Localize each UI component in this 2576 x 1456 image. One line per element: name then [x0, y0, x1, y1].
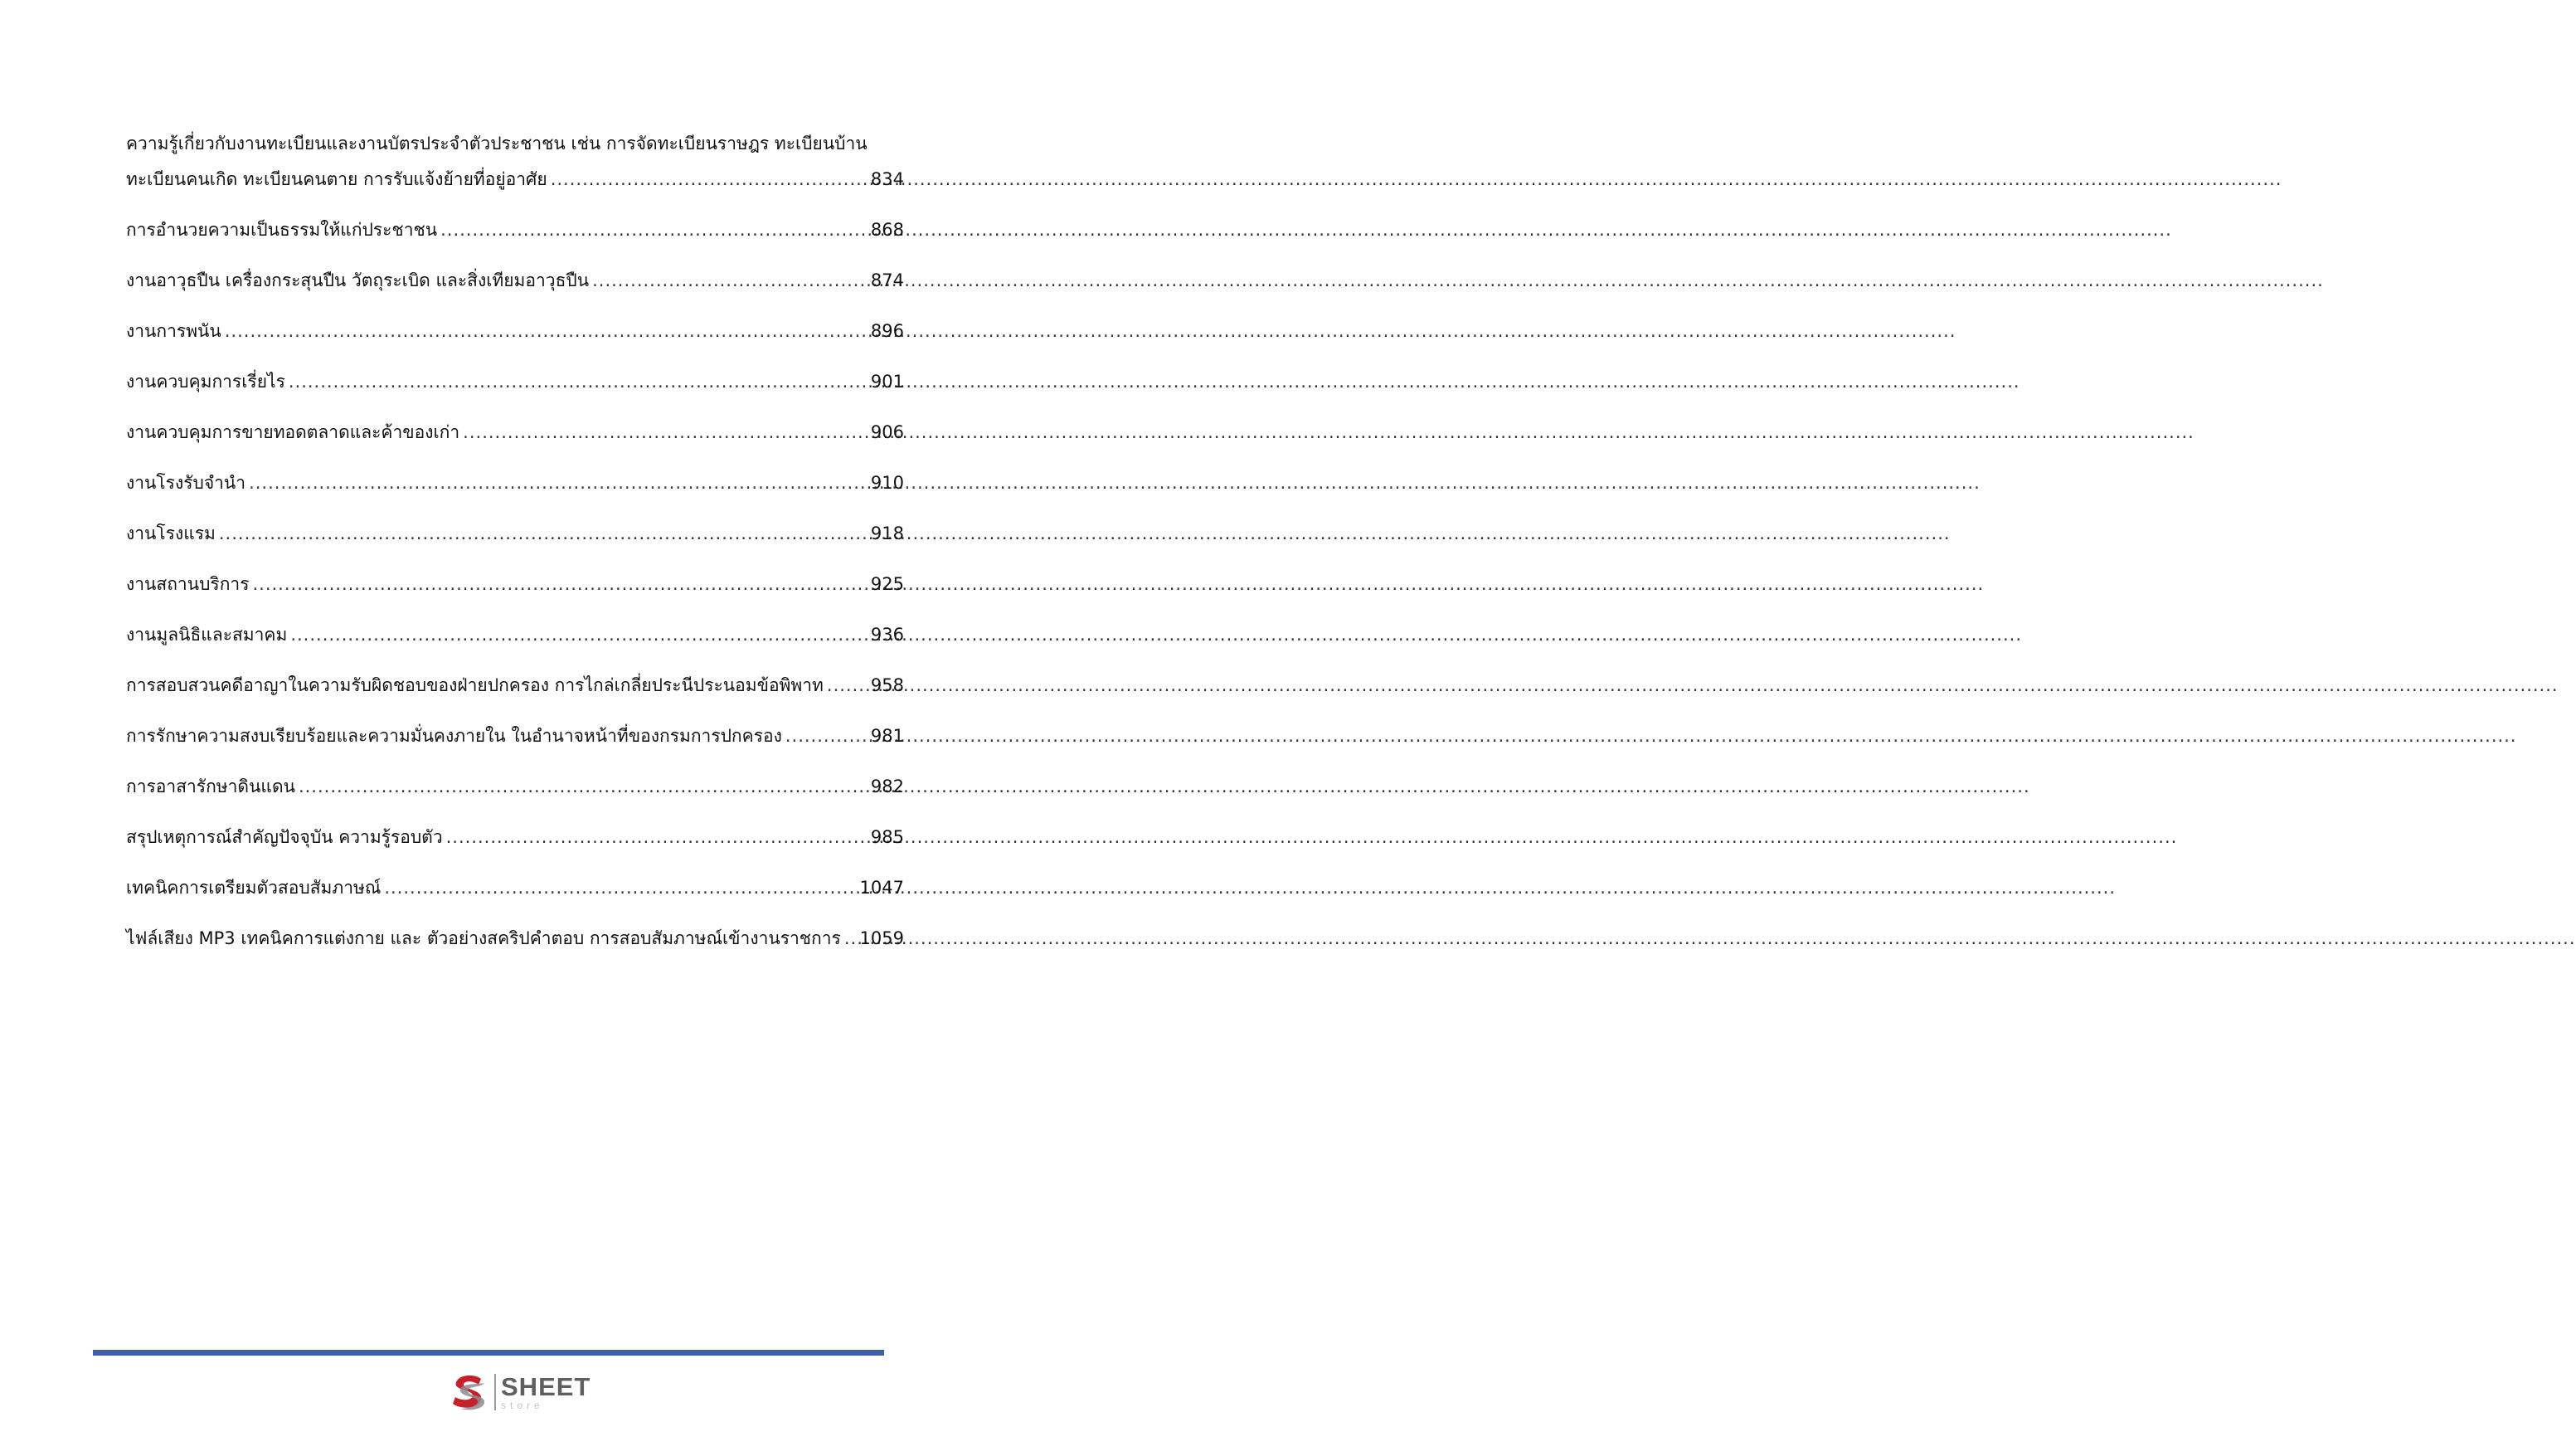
toc-entry[interactable]: [126, 718, 904, 754]
brand-text: [501, 1374, 591, 1410]
toc-entry-title: สรุปเหตุการณ์สำคัญปัจจุบัน ความรู้รอบตัว: [126, 827, 443, 847]
dot-leader: [290, 626, 868, 644]
toc-page-number: 936: [870, 625, 904, 645]
dot-leader: [844, 930, 857, 947]
toc-entry-title: งานโรงแรม: [126, 523, 216, 543]
toc-page-number: 910: [870, 473, 904, 493]
footer-logo: [448, 1371, 591, 1414]
dot-leader: [785, 728, 868, 745]
dot-leader: [384, 879, 856, 897]
toc-page-number: 874: [870, 270, 904, 290]
toc-entry-title: งานอาวุธปืน เครื่องกระสุนปืน วัตถุระเบิด และสิ่งเทียมอาวุธปืน: [126, 270, 590, 290]
toc-entry[interactable]: [126, 668, 904, 704]
toc-entry-title: งานมูลนิธิและสมาคม: [126, 625, 288, 645]
dot-leader: [446, 829, 868, 846]
logo-divider: [494, 1374, 496, 1410]
dot-leader: [219, 525, 868, 543]
toc-entry-title: การอำนวยความเป็นธรรมให้แก่ประชาชน: [126, 220, 438, 240]
toc-entry-title: งานโรงรับจำนำ: [126, 473, 246, 493]
toc-page-number: 925: [870, 574, 904, 594]
toc-entry[interactable]: [126, 516, 904, 552]
toc-page-number: 896: [870, 321, 904, 341]
toc-entry[interactable]: [126, 769, 904, 805]
toc-page-number: 868: [870, 220, 904, 240]
footer-divider: [93, 1350, 884, 1356]
toc-entry[interactable]: [126, 212, 904, 248]
toc-entry-title-line1: ความรู้เกี่ยวกับงานทะเบียนและงานบัตรประจำตัวประชาชน เช่น การจัดทะเบียนราษฎร ทะเบียนบ้าน: [126, 134, 868, 153]
toc-entry[interactable]: [126, 465, 904, 501]
toc-entry[interactable]: [126, 263, 904, 299]
toc-page-number: 982: [870, 777, 904, 796]
dot-leader: [299, 778, 868, 796]
toc-page-number: 1059: [859, 928, 904, 948]
dot-leader: [289, 373, 868, 391]
toc-page-number: 985: [870, 827, 904, 847]
toc-page-number: 981: [870, 726, 904, 746]
toc-entry-title: งานควบคุมการขายทอดตลาดและค้าของเก่า: [126, 422, 460, 442]
sheet-store-s-logo-icon: [448, 1371, 489, 1413]
dot-leader: [252, 576, 867, 593]
toc-page-number: 918: [870, 523, 904, 543]
toc-entry[interactable]: [126, 617, 904, 653]
toc-entry[interactable]: [126, 870, 904, 906]
dot-leader: [225, 323, 868, 340]
toc-page-number: 958: [870, 675, 904, 695]
toc-page-number: 1047: [859, 878, 904, 898]
toc-page-number: 901: [870, 372, 904, 392]
dot-leader: [551, 171, 868, 188]
toc-entry[interactable]: [126, 567, 904, 602]
toc-entry-title: การรักษาความสงบเรียบร้อยและความมั่นคงภายใน ในอำนาจหน้าที่ของกรมการปกครอง: [126, 726, 782, 746]
toc-entry[interactable]: [126, 126, 904, 197]
brand-name: SHEET: [501, 1372, 591, 1401]
dot-leader: [827, 677, 868, 694]
toc-entry-title: ไฟล์เสียง MP3 เทคนิคการแต่งกาย และ ตัวอย่างสคริปคำตอบ การสอบสัมภาษณ์เข้างานราชการ: [126, 928, 841, 948]
toc-entry-title: งานควบคุมการเรี่ยไร: [126, 372, 285, 392]
toc-entry-title: ทะเบียนคนเกิด ทะเบียนคนตาย การรับแจ้งย้ายที่อยู่อาศัย: [126, 169, 547, 189]
toc-page-number: 906: [870, 422, 904, 442]
dot-leader: [463, 424, 868, 441]
toc-entry[interactable]: [126, 314, 904, 349]
dot-leader: [249, 475, 868, 492]
toc-entry-title: งานการพนัน: [126, 321, 221, 341]
dot-leader: [592, 272, 868, 290]
toc-entry[interactable]: [126, 921, 904, 957]
toc-page-number: 834: [870, 169, 904, 189]
toc-entry[interactable]: [126, 364, 904, 400]
toc-entry-title: การอาสารักษาดินแดน: [126, 777, 295, 796]
toc-entry-title: การสอบสวนคดีอาญาในความรับผิดชอบของฝ่ายปกครอง การไกล่เกลี่ยประนีประนอมข้อพิพาท: [126, 675, 824, 695]
brand-tagline: store: [501, 1400, 544, 1411]
toc-entry[interactable]: [126, 415, 904, 450]
toc-entry[interactable]: [126, 820, 904, 855]
toc-entry-title: เทคนิคการเตรียมตัวสอบสัมภาษณ์: [126, 878, 382, 898]
table-of-contents: [126, 126, 904, 957]
dot-leader: [440, 222, 868, 239]
toc-entry-title: งานสถานบริการ: [126, 574, 250, 594]
